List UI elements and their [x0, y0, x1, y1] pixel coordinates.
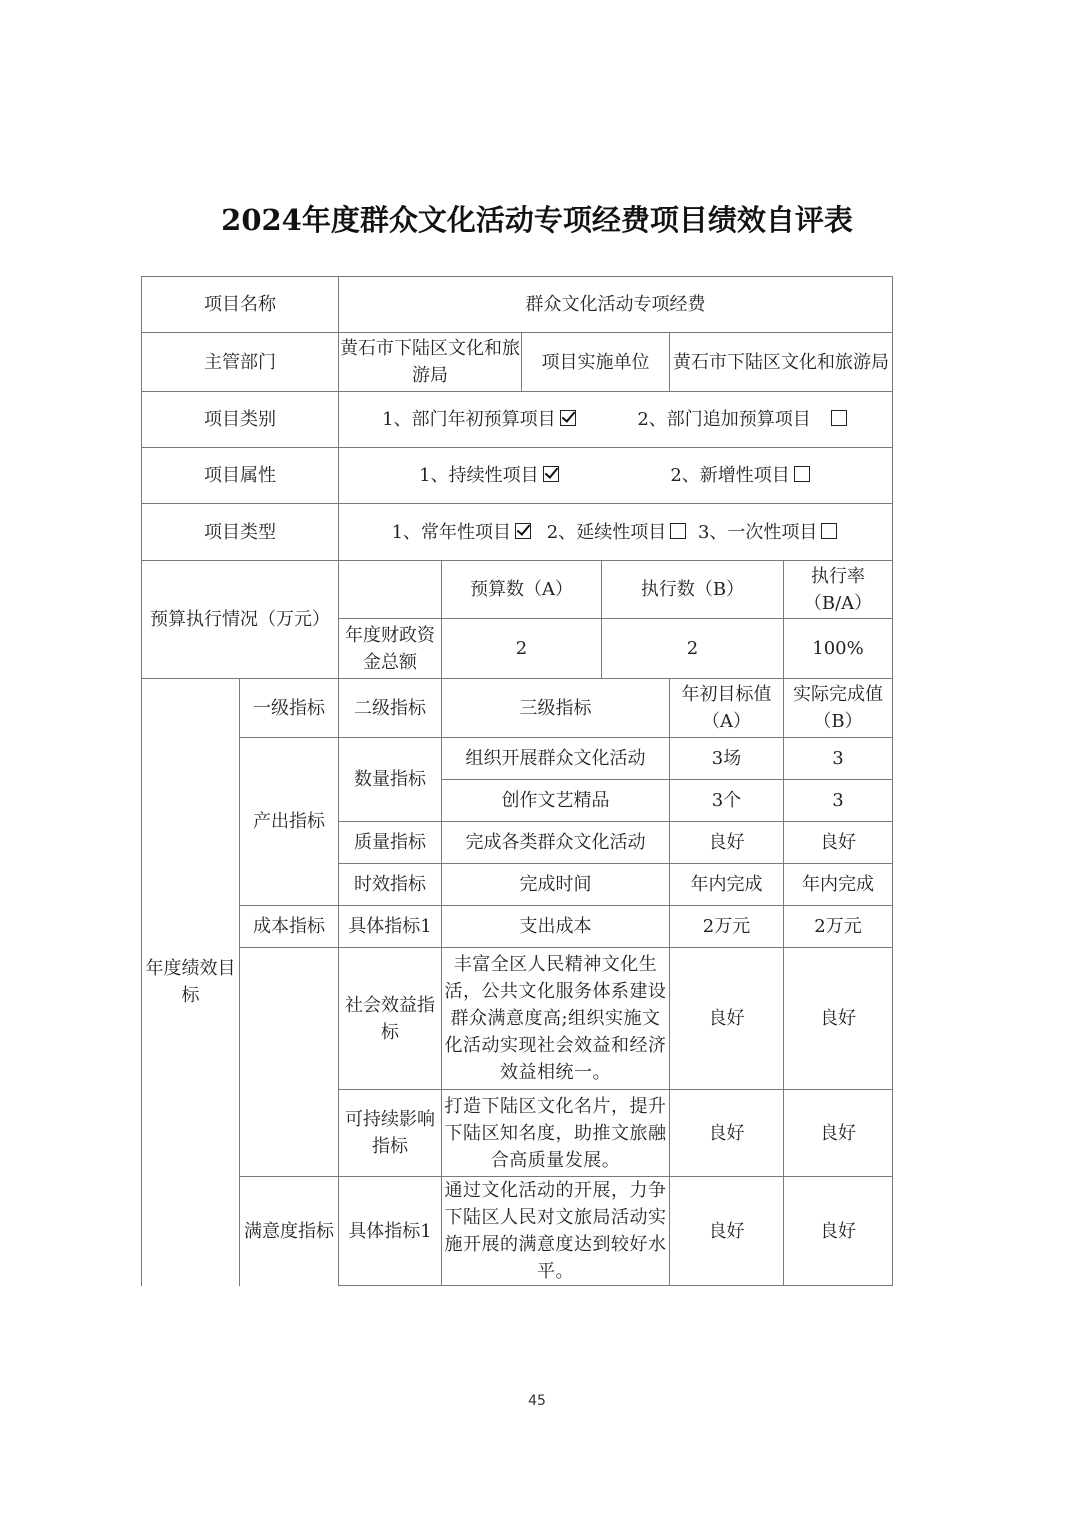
- header-actual: 实际完成值（B）: [784, 679, 893, 738]
- target-cell: 年内完成: [670, 864, 784, 906]
- budget-header-executed: 执行数（B）: [602, 561, 784, 619]
- impl-unit-label: 项目实施单位: [522, 333, 670, 392]
- project-name-value: 群众文化活动专项经费: [339, 277, 893, 333]
- attribute-option-1[interactable]: 1、持续性项目: [419, 462, 560, 489]
- header-level2: 二级指标: [339, 679, 442, 738]
- category-label: 项目类别: [142, 392, 339, 448]
- budget-rate: 100%: [784, 619, 893, 679]
- level2-cell: 质量指标: [339, 822, 442, 864]
- checkbox-empty-icon[interactable]: [794, 466, 810, 482]
- category-option-1[interactable]: 1、部门年初预算项目: [382, 406, 577, 433]
- row-attribute: [142, 448, 893, 504]
- type-option-1[interactable]: 1、常年性项目: [392, 519, 533, 546]
- level1-cell: [240, 948, 339, 1177]
- target-cell: 良好: [670, 1177, 784, 1286]
- actual-cell: 2万元: [784, 906, 893, 948]
- budget-executed: 2: [602, 619, 784, 679]
- table-row: [142, 906, 893, 948]
- budget-blank-cell: [339, 561, 442, 619]
- level3-cell: 打造下陆区文化名片，提升下陆区知名度，助推文旅融合高质量发展。: [442, 1090, 670, 1177]
- checkbox-empty-icon[interactable]: [670, 523, 686, 539]
- level2-cell: 可持续影响指标: [339, 1090, 442, 1177]
- type-options: [339, 504, 893, 561]
- header-level1: 一级指标: [240, 679, 339, 738]
- row-department: [142, 333, 893, 392]
- checkbox-checked-icon[interactable]: [543, 466, 559, 482]
- level2-cell: 数量指标: [339, 738, 442, 822]
- attribute-option-2[interactable]: 2、新增性项目: [670, 462, 811, 489]
- category-options: [339, 392, 893, 448]
- attribute-options: [339, 448, 893, 504]
- table-row: [142, 948, 893, 1090]
- row-performance-header: [142, 679, 893, 738]
- level1-cell: 产出指标: [240, 738, 339, 906]
- row-category: [142, 392, 893, 448]
- table-row: [142, 1177, 893, 1286]
- actual-cell: 良好: [784, 1177, 893, 1286]
- target-cell: 2万元: [670, 906, 784, 948]
- row-type: [142, 504, 893, 561]
- impl-unit-value: 黄石市下陆区文化和旅游局: [670, 333, 893, 392]
- level1-cell: 成本指标: [240, 906, 339, 948]
- level3-cell: 完成各类群众文化活动: [442, 822, 670, 864]
- actual-cell: 良好: [784, 822, 893, 864]
- level3-cell: 通过文化活动的开展，力争下陆区人民对文旅局活动实施开展的满意度达到较好水平。: [442, 1177, 670, 1286]
- evaluation-table: [141, 276, 893, 1286]
- type-option-3[interactable]: 3、一次性项目: [698, 519, 839, 546]
- level2-cell: 具体指标1: [339, 1177, 442, 1286]
- level3-cell: 完成时间: [442, 864, 670, 906]
- actual-cell: 3: [784, 780, 893, 822]
- category-option-2[interactable]: 2、部门追加预算项目: [637, 406, 848, 433]
- target-cell: 良好: [670, 822, 784, 864]
- attribute-label: 项目属性: [142, 448, 339, 504]
- actual-cell: 良好: [784, 1090, 893, 1177]
- document-title: 2024年度群众文化活动专项经费项目绩效自评表: [221, 203, 853, 237]
- budget-planned: 2: [442, 619, 602, 679]
- checkbox-empty-icon[interactable]: [821, 523, 837, 539]
- level2-cell: 社会效益指标: [339, 948, 442, 1090]
- target-cell: 3个: [670, 780, 784, 822]
- level3-cell: 丰富全区人民精神文化生活，公共文化服务体系建设群众满意度高;组织实施文化活动实现社会效益和经济效益相统一。: [442, 948, 670, 1090]
- project-name-label: 项目名称: [142, 277, 339, 333]
- row-project-name: [142, 277, 893, 333]
- target-cell: 良好: [670, 948, 784, 1090]
- row-budget-header: [142, 561, 893, 619]
- level3-cell: 创作文艺精品: [442, 780, 670, 822]
- actual-cell: 良好: [784, 948, 893, 1090]
- type-option-2[interactable]: 2、延续性项目: [547, 519, 688, 546]
- department-label: 主管部门: [142, 333, 339, 392]
- checkbox-empty-icon[interactable]: [831, 410, 847, 426]
- performance-section-label: 年度绩效目标: [142, 679, 240, 1286]
- level2-cell: 具体指标1: [339, 906, 442, 948]
- budget-row-label: 年度财政资金总额: [339, 619, 442, 679]
- header-level3: 三级指标: [442, 679, 670, 738]
- target-cell: 良好: [670, 1090, 784, 1177]
- level3-cell: 组织开展群众文化活动: [442, 738, 670, 780]
- actual-cell: 3: [784, 738, 893, 780]
- actual-cell: 年内完成: [784, 864, 893, 906]
- level2-cell: 时效指标: [339, 864, 442, 906]
- department-value: 黄石市下陆区文化和旅游局: [339, 333, 522, 392]
- header-target: 年初目标值（A）: [670, 679, 784, 738]
- level3-cell: 支出成本: [442, 906, 670, 948]
- level1-cell: 满意度指标: [240, 1177, 339, 1286]
- budget-header-planned: 预算数（A）: [442, 561, 602, 619]
- target-cell: 3场: [670, 738, 784, 780]
- table-row: [142, 738, 893, 780]
- page-number: 45: [528, 1393, 546, 1409]
- type-label: 项目类型: [142, 504, 339, 561]
- budget-header-rate: 执行率（B/A）: [784, 561, 893, 619]
- budget-label: 预算执行情况（万元）: [142, 561, 339, 679]
- checkbox-checked-icon[interactable]: [515, 523, 531, 539]
- checkbox-checked-icon[interactable]: [560, 410, 576, 426]
